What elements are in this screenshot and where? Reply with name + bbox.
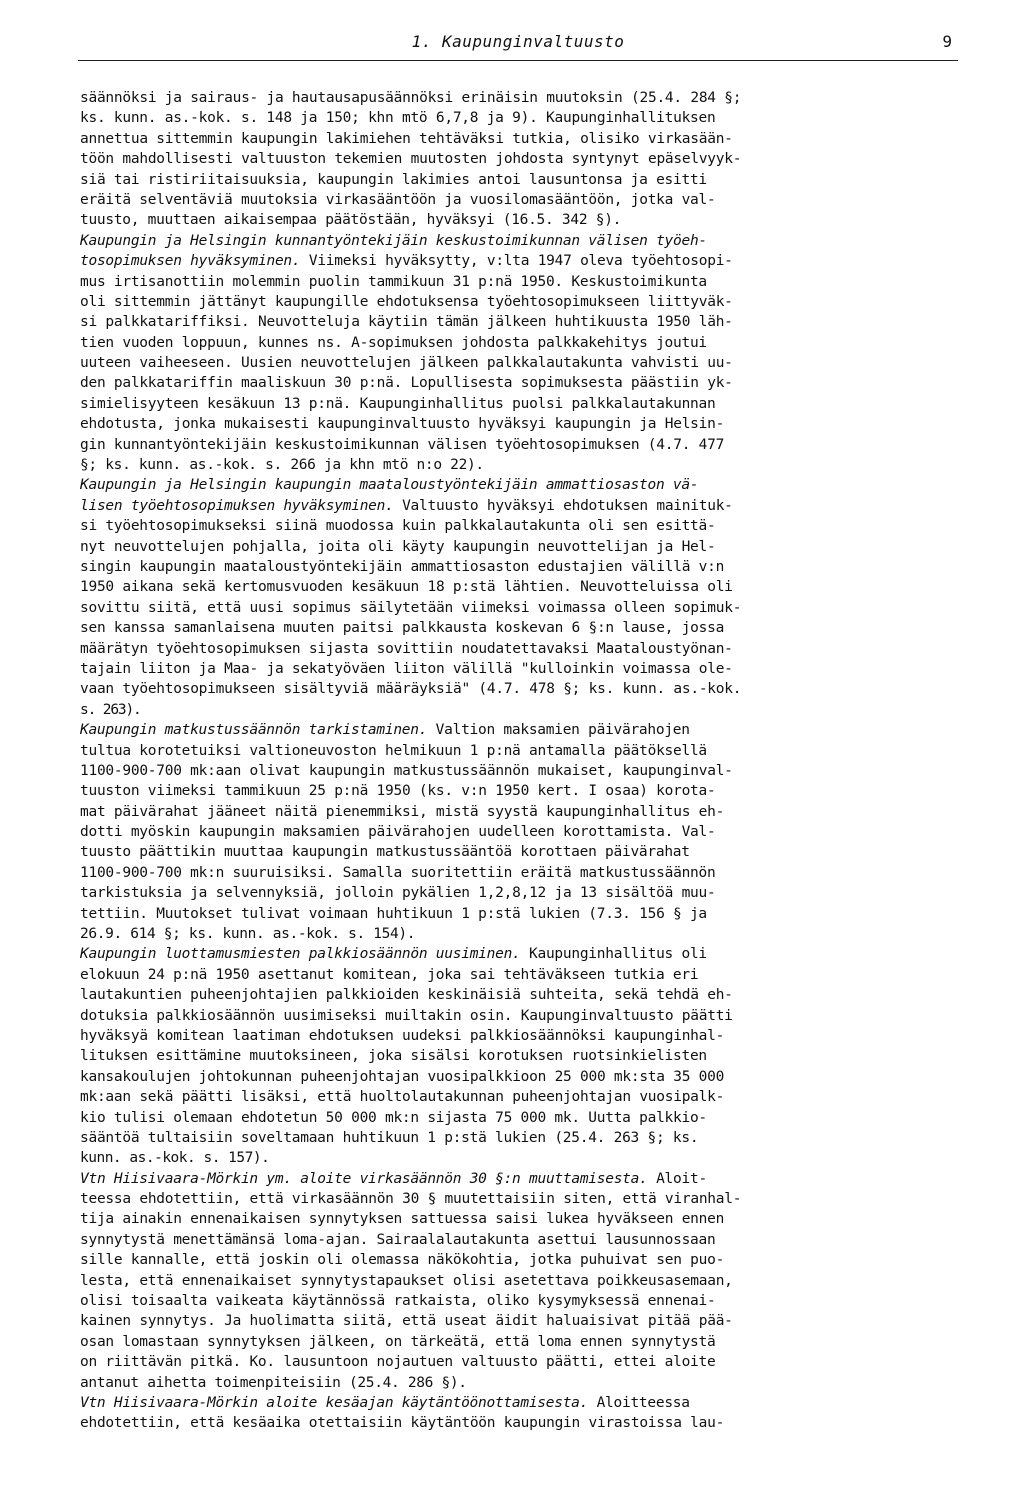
- text-line: [80, 720, 960, 740]
- line-text: singin kaupungin maataloustyöntekijäin ammattiosaston edustajien välillä v:n: [80, 558, 725, 575]
- line-text: teessa ehdotettiin, että virkasäännön 30 § muutettaisiin siten, että viranhal-: [80, 1191, 742, 1208]
- line-text: dotti myöskin kaupungin maksamien päivärahojen uudelleen korottamista. Val-: [80, 824, 716, 841]
- section-heading: tosopimuksen hyväksyminen.: [80, 253, 301, 270]
- line-text: ehdotettiin, että kesäaika otettaisiin käytäntöön kaupungin virastoissa lau-: [80, 1415, 725, 1432]
- line-text: tultua korotetuiksi valtioneuvoston helmikuun 1 p:nä antamalla päätöksellä: [80, 742, 707, 759]
- line-text: tajain liiton ja Maa- ja sekatyöväen liiton välillä "kulloinkin voimassa ole-: [80, 660, 733, 677]
- text-line: [80, 577, 960, 597]
- section-heading: Vtn Hiisivaara-Mörkin aloite kesäajan käytäntöönottamisesta.: [80, 1395, 589, 1411]
- text-line: [80, 1169, 960, 1189]
- text-line: [80, 1087, 960, 1107]
- section-heading: lisen työehtosopimuksen hyväksyminen.: [80, 497, 394, 514]
- text-line: [80, 781, 960, 801]
- line-text: on riittävän pitkä. Ko. lausuntoon nojautuen valtuusto päätti, ettei aloite: [80, 1354, 716, 1371]
- line-text: tuuston viimeksi tammikuun 25 p:nä 1950 (ks. v:n 1950 kert. I osaa) korota-: [80, 783, 716, 800]
- text-line: [80, 924, 960, 944]
- text-line: [80, 700, 960, 720]
- text-line: [80, 496, 960, 516]
- text-line: [80, 1250, 960, 1270]
- section-heading: Kaupungin ja Helsingin kunnantyöntekijäin keskustoimikunnan välisen työeh-: [80, 232, 707, 249]
- text-line: [80, 761, 960, 781]
- line-text: Aloitteessa: [588, 1395, 690, 1411]
- line-text: tettiin. Muutokset tulivat voimaan huhtikuun 1 p:stä lukien (7.3. 156 § ja: [80, 905, 707, 922]
- line-text: hyväksyä komitean laatiman ehdotuksen uudeksi palkkiosäännöksi kaupunginhal-: [80, 1027, 725, 1044]
- page-header: [78, 30, 958, 61]
- running-title: 1. Kaupunginvaltuusto: [411, 32, 625, 51]
- line-text: Viimeksi hyväksytty, v:lta 1947 oleva työehtosopi-: [300, 253, 733, 270]
- line-text: antanut aihetta toimenpiteisiin (25.4. 286 §).: [80, 1374, 467, 1391]
- text-line: [80, 129, 960, 149]
- line-text: siä tai ristiriitaisuuksia, kaupungin lakimies antoi lausuntonsa ja esitti: [80, 171, 707, 188]
- text-line: [80, 1413, 960, 1433]
- text-line: [80, 1291, 960, 1311]
- line-text: määrätyn työehtosopimuksen sijasta sovittiin noudatettavaksi Maataloustyönan-: [80, 640, 733, 657]
- line-text: 26.9. 614 §; ks. kunn. as.-kok. s. 154).: [80, 926, 416, 943]
- line-text: sääntöä tultaisiin soveltamaan huhtikuun 1 p:stä lukien (25.4. 263 §; ks.: [80, 1129, 699, 1146]
- text-line: [80, 1311, 960, 1331]
- section-heading: Vtn Hiisivaara-Mörkin ym. aloite virkasäännön 30 §:n muuttamisesta.: [80, 1170, 648, 1187]
- line-text: si työehtosopimukseksi siinä muodossa kuin palkkalautakunta oli sen esittä-: [80, 518, 716, 535]
- line-text: den palkkatariffin maaliskuun 30 p:nä. Lopullisesta sopimuksesta päästiin yk-: [80, 375, 733, 392]
- text-line: [80, 741, 960, 761]
- text-line: [80, 333, 960, 353]
- text-line: [80, 435, 960, 455]
- text-line: [80, 802, 960, 822]
- line-text: Valtuusto hyväksyi ehdotuksen mainituk-: [393, 497, 733, 514]
- text-line: [80, 108, 960, 128]
- line-text: tien vuoden loppuun, kunnes ns. A-sopimuksen johdosta palkkakehitys joutui: [80, 334, 707, 351]
- text-line: [80, 537, 960, 557]
- text-line: [80, 618, 960, 638]
- text-line: [80, 1393, 960, 1413]
- text-line: [80, 883, 960, 903]
- line-text: nyt neuvottelujen pohjalla, joita oli käyty kaupungin neuvottelijan ja Hel-: [80, 538, 716, 555]
- line-text: si palkkatariffiksi. Neuvotteluja käytiin tämän jälkeen huhtikuusta 1950 läh-: [80, 314, 733, 331]
- line-text: 1950 aikana sekä kertomusvuoden kesäkuun 18 p:stä lähtien. Neuvotteluissa oli: [80, 579, 733, 596]
- text-line: [80, 190, 960, 210]
- line-text: 1100-900-700 mk:n suuruisiksi. Samalla suoritettiin eräitä matkustussäännön: [80, 864, 716, 881]
- text-line: [80, 1373, 960, 1393]
- text-line: [80, 863, 960, 883]
- text-line: [80, 1026, 960, 1046]
- text-line: [80, 414, 960, 434]
- line-text: sille kannalle, että joskin oli olemassa näkökohtia, jotka puhuivat sen puo-: [80, 1252, 725, 1269]
- line-text: osan lomastaan synnytyksen jälkeen, on tärkeätä, että loma ennen synnytystä: [80, 1333, 716, 1350]
- text-line: [80, 88, 960, 108]
- text-line: [80, 251, 960, 271]
- section-heading: Kaupungin luottamusmiesten palkkiosäännön uusiminen.: [80, 946, 521, 963]
- text-line: [80, 1067, 960, 1087]
- text-line: [80, 1271, 960, 1291]
- text-line: [80, 272, 960, 292]
- line-text: lautakuntien puheenjohtajien palkkioiden keskinäisiä suhteita, sekä tehdä eh-: [80, 987, 733, 1004]
- text-line: [80, 944, 960, 964]
- line-text: ks. kunn. as.-kok. s. 148 ja 150; khn mtö 6,7,8 ja 9). Kaupunginhallituksen: [80, 110, 716, 127]
- text-line: [80, 170, 960, 190]
- text-line: [80, 373, 960, 393]
- text-line: [80, 1148, 960, 1168]
- text-line: [80, 1128, 960, 1148]
- line-text: §; ks. kunn. as.-kok. s. 266 ja khn mtö n:o 22).: [80, 457, 484, 474]
- line-text: annettua sittemmin kaupungin lakimiehen tehtäväksi tutkia, olisiko virkasään-: [80, 130, 733, 147]
- section-heading: Kaupungin ja Helsingin kaupungin maataloustyöntekijäin ammattiosaston vä-: [80, 477, 699, 494]
- text-line: [80, 679, 960, 699]
- text-line: [80, 659, 960, 679]
- line-text: töön mahdollisesti valtuuston tekemien muutosten johdosta syntynyt epäselvyyk-: [80, 151, 742, 168]
- text-line: [80, 394, 960, 414]
- line-text: mat päivärahat jääneet näitä pienemmiksi, mistä syystä kaupunginhallitus eh-: [80, 803, 725, 820]
- line-text: gin kunnantyöntekijäin keskustoimikunnan välisen työehtosopimuksen (4.7. 477: [80, 436, 725, 453]
- line-text: sen kanssa samanlaisena muuten paitsi palkkausta koskevan 6 §:n lause, jossa: [80, 620, 725, 637]
- page-number: 9: [942, 32, 952, 51]
- body-text: [80, 88, 960, 1434]
- text-line: [80, 1332, 960, 1352]
- line-text: kainen synnytys. Ja huolimatta siitä, että useat äidit haluaisivat pitää pää-: [80, 1313, 733, 1330]
- line-text: Aloit-: [647, 1170, 707, 1187]
- line-text: vaan työehtosopimukseen sisältyviä määräyksiä" (4.7. 478 §; ks. kunn. as.-kok.: [80, 681, 742, 698]
- line-text: tarkistuksia ja selvennyksiä, jolloin pykälien 1,2,8,12 ja 13 sisältöä muu-: [80, 885, 716, 902]
- text-line: [80, 639, 960, 659]
- text-line: [80, 1108, 960, 1128]
- line-text: Valtion maksamien päivärahojen: [427, 722, 690, 739]
- line-text: simielisyyteen kesäkuun 13 p:nä. Kaupunginhallitus puolsi palkkalautakunnan: [80, 395, 716, 412]
- text-line: [80, 1230, 960, 1250]
- text-line: [80, 455, 960, 475]
- line-text: kunn. as.-kok. s. 157).: [80, 1150, 270, 1167]
- line-text: eräitä selventäviä muutoksia virkasääntöön ja vuosilomasääntöön, jotka val-: [80, 191, 716, 208]
- line-text: lesta, että ennenaikaiset synnytystapaukset olisi asetettava poikkeusasemaan,: [80, 1272, 733, 1289]
- text-line: [80, 1046, 960, 1066]
- line-text: 1100-900-700 mk:aan olivat kaupungin matkustussäännön mukaiset, kaupunginval-: [80, 762, 733, 779]
- text-line: [80, 1006, 960, 1026]
- line-text: olisi toisaalta vaikeata käytännössä ratkaista, oliko kysymyksessä ennenai-: [80, 1293, 716, 1310]
- text-line: [80, 965, 960, 985]
- text-line: [80, 210, 960, 230]
- text-line: [80, 516, 960, 536]
- text-line: [80, 985, 960, 1005]
- text-line: [80, 1189, 960, 1209]
- text-line: [80, 1209, 960, 1229]
- line-text: kansakoulujen johtokunnan puheenjohtajan vuosipalkkioon 25 000 mk:sta 35 000: [80, 1068, 725, 1085]
- text-line: [80, 842, 960, 862]
- line-text: mus irtisanottiin molemmin puolin tammikuun 31 p:nä 1950. Keskustoimikunta: [80, 273, 707, 290]
- section-heading: Kaupungin matkustussäännön tarkistaminen.: [80, 722, 428, 739]
- line-text: säännöksi ja sairaus- ja hautausapusäännöksi erinäisin muutoksin (25.4. 284 §;: [80, 90, 742, 106]
- text-line: [80, 1352, 960, 1372]
- line-text: Kaupunginhallitus oli: [520, 946, 707, 963]
- line-text: s. 263).: [80, 701, 141, 718]
- line-text: tuusto, muuttaen aikaisempaa päätöstään, hyväksyi (16.5. 342 §).: [80, 212, 622, 229]
- line-text: oli sittemmin jättänyt kaupungille ehdotuksensa työehtosopimukseen liittyväk-: [80, 293, 733, 310]
- line-text: mk:aan sekä päätti lisäksi, että huoltolautakunnan puheenjohtajan vuosipalk-: [80, 1089, 725, 1106]
- line-text: lituksen esittämine muutoksineen, joka sisälsi korotuksen ruotsinkielisten: [80, 1048, 707, 1065]
- line-text: elokuun 24 p:nä 1950 asettanut komitean, joka sai tehtäväkseen tutkia eri: [80, 966, 699, 983]
- line-text: ehdotusta, jonka mukaisesti kaupunginvaltuusto hyväksyi kaupungin ja Helsin-: [80, 416, 725, 433]
- line-text: tija ainakin ennenaikaisen synnytyksen sattuessa saisi lukea hyväkseen ennen: [80, 1211, 725, 1228]
- text-line: [80, 557, 960, 577]
- line-text: uuteen vaiheeseen. Uusien neuvottelujen jälkeen palkkalautakunta vahvisti uu-: [80, 355, 733, 372]
- text-line: [80, 598, 960, 618]
- text-line: [80, 904, 960, 924]
- text-line: [80, 353, 960, 373]
- text-line: [80, 231, 960, 251]
- text-line: [80, 292, 960, 312]
- text-line: [80, 149, 960, 169]
- text-line: [80, 312, 960, 332]
- text-line: [80, 822, 960, 842]
- line-text: dotuksia palkkiosäännön uusimiseksi muiltakin osin. Kaupunginvaltuusto päätti: [80, 1007, 733, 1024]
- line-text: sovittu siitä, että uusi sopimus säilytetään viimeksi voimassa olleen sopimuk-: [80, 599, 742, 616]
- text-line: [80, 475, 960, 495]
- line-text: kio tulisi olemaan ehdotetun 50 000 mk:n sijasta 75 000 mk. Uutta palkkio-: [80, 1109, 707, 1126]
- line-text: synnytystä menettämänsä loma-ajan. Sairaalalautakunta asettui lausunnossaan: [80, 1231, 716, 1248]
- line-text: tuusto päättikin muuttaa kaupungin matkustussääntöä korottaen päivärahat: [80, 844, 690, 861]
